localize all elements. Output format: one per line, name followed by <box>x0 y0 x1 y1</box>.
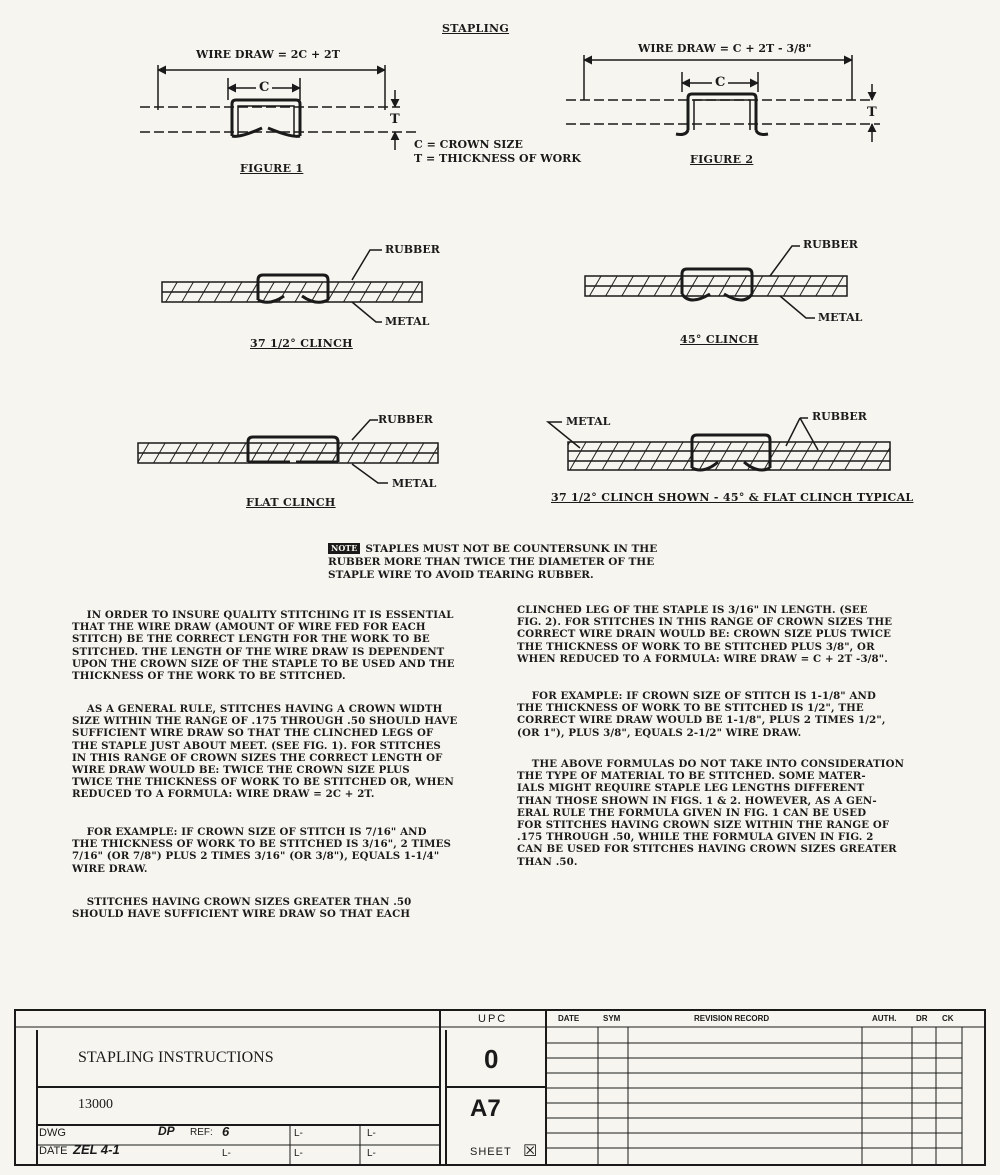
clinch-37-drawing <box>162 250 422 322</box>
note-block <box>328 543 657 582</box>
clinch-37-metal-label: METAL <box>385 315 430 328</box>
figure-1-thickness-label: T <box>390 112 400 127</box>
body-paragraph-1: IN ORDER TO INSURE QUALITY STITCHING IT IS ESSENTIAL THAT THE WIRE DRAW (AMOUNT OF WIRE FED FOR EACH STITCH) BE THE CORRECT LENGTH FOR THE WORK TO BE STITCHED. THE LENGTH OF THE WIRE DRAW IS DEPENDENT UPON THE CROWN SIZE OF THE STAPLE TO BE USED AND THE THICKNESS OF THE WORK TO BE STITCHED. <box>72 609 455 683</box>
typical-clinch-rubber-label: RUBBER <box>812 410 867 423</box>
body-paragraph-3: FOR EXAMPLE: IF CROWN SIZE OF STITCH IS 7/16" AND THE THICKNESS OF WORK TO BE STITCHED IS 3/16", 2 TIMES 7/16" (OR 7/8") PLUS 2 TIMES 3/16" (OR 3/8"), EQUALS 1-1/4" WIRE DRAW. <box>72 826 452 875</box>
figure-2-thickness-label: T <box>867 105 877 120</box>
ref-value: 6 <box>222 1124 230 1139</box>
flat-clinch-caption: FLAT CLINCH <box>246 496 336 509</box>
sheet-checkbox: ☒ <box>523 1143 538 1160</box>
clinch-45-caption: 45° CLINCH <box>680 333 759 346</box>
date-label: DATE <box>39 1145 68 1157</box>
clinch-37-rubber-label: RUBBER <box>385 243 440 256</box>
flat-clinch-drawing <box>138 420 438 483</box>
note-line-2: RUBBER MORE THAN TWICE THE DIAMETER OF THE <box>328 556 655 568</box>
drawn-by-initials: DP <box>158 1124 175 1138</box>
upc-value: 0 <box>484 1044 499 1074</box>
clinch-45-metal-label: METAL <box>818 311 863 324</box>
revision-dr-header: DR <box>916 1014 928 1023</box>
title-block-frame <box>15 1010 985 1166</box>
drawing-number: 13000 <box>78 1097 113 1112</box>
body-paragraph-5: CLINCHED LEG OF THE STAPLE IS 3/16" IN LENGTH. (SEE FIG. 2). FOR STITCHES IN THIS RANGE OF CROWN SIZES THE CORRECT WIRE DRAIN WOULD BE: CROWN SIZE PLUS TWICE THE THICKNESS OF WORK TO BE STITCHED PLUS 3/8", OR WHEN REDUCED TO A FORMULA: WIRE DRAW = C + 2T -3/8". <box>517 604 893 665</box>
figure-1-crown-label: C <box>256 80 272 95</box>
figure-2-drawing <box>566 55 880 142</box>
legend-crown: C = CROWN SIZE <box>414 138 523 151</box>
body-paragraph-2: AS A GENERAL RULE, STITCHES HAVING A CROWN WIDTH SIZE WITHIN THE RANGE OF .175 THROUGH .50 SHOULD HAVE SUFFICIENT WIRE DRAW SO THAT THE CLINCHED LEGS OF THE STAPLE JUST ABOUT MEET. (SEE FIG. 1). FOR STITCHES IN THIS RANGE OF CROWN SIZES THE CORRECT LENGTH OF WIRE DRAW WOULD BE: TWICE THE CROWN SIZE PLUS TWICE THE THICKNESS OF WORK TO BE STITCHED OR, WHEN REDUCED TO A FORMULA: WIRE DRAW = 2C + 2T. <box>72 703 458 801</box>
note-line-1: STAPLES MUST NOT BE COUNTERSUNK IN THE <box>365 543 658 555</box>
clinch-45-rubber-label: RUBBER <box>803 238 858 251</box>
page-title: STAPLING <box>442 22 510 35</box>
legend-thickness: T = THICKNESS OF WORK <box>414 152 581 165</box>
l-mark-2: L- <box>367 1128 376 1139</box>
revision-date-header: DATE <box>558 1014 580 1023</box>
l-mark-4: L- <box>294 1148 303 1159</box>
figure-1-wire-draw-label: WIRE DRAW = 2C + 2T <box>192 48 344 61</box>
figure-2-crown-label: C <box>712 75 728 90</box>
revision-record-header: REVISION RECORD <box>694 1014 770 1023</box>
handwritten-date: ZEL 4-1 <box>73 1142 120 1157</box>
drawing-title: STAPLING INSTRUCTIONS <box>78 1049 274 1066</box>
revision-ck-header: CK <box>942 1014 954 1023</box>
typical-clinch-caption: 37 1/2° CLINCH SHOWN - 45° & FLAT CLINCH TYPICAL <box>551 491 914 504</box>
clinch-45-drawing <box>585 246 847 318</box>
revision-auth-header: AUTH. <box>872 1014 897 1023</box>
ref-label: REF: <box>190 1127 213 1138</box>
body-paragraph-4: STITCHES HAVING CROWN SIZES GREATER THAN .50 SHOULD HAVE SUFFICIENT WIRE DRAW SO THAT EACH <box>72 896 412 921</box>
note-badge: NOTE <box>328 543 360 554</box>
l-mark-1: L- <box>294 1128 303 1139</box>
sheet-label: SHEET <box>470 1146 512 1158</box>
revision-sym-header: SYM <box>603 1014 621 1023</box>
clinch-37-caption: 37 1/2° CLINCH <box>250 337 353 350</box>
body-paragraph-6: FOR EXAMPLE: IF CROWN SIZE OF STITCH IS 1-1/8" AND THE THICKNESS OF WORK TO BE STITCHED IS 1/2", THE CORRECT WIRE DRAW WOULD BE 1-1/8", PLUS 2 TIMES 1/2", (OR 1"), PLUS 3/8", EQUALS 2-1/2" WIRE DRAW. <box>517 690 886 739</box>
upc-label: UPC <box>478 1013 508 1025</box>
figure-1-drawing <box>140 65 420 150</box>
dwg-label: DWG <box>39 1127 66 1139</box>
body-paragraph-7: THE ABOVE FORMULAS DO NOT TAKE INTO CONSIDERATION THE TYPE OF MATERIAL TO BE STITCHED. SOME MATER- IALS MIGHT REQUIRE STAPLE LEG LENGTHS DIFFERENT THAN THOSE SHOWN IN FIGS. 1 & 2. HOWEVER, AS A GEN- ERAL RULE THE FORMULA GIVEN IN FIG. 1 CAN BE USED FOR STITCHES HAVING CROWN SIZE WITHIN THE RANGE OF .175 THROUGH .50, WHILE THE FORMULA GIVEN IN FIG. 2 CAN BE USED FOR STITCHES HAVING CROWN SIZES GREATER THAN .50. <box>517 758 905 868</box>
sheet-number: A7 <box>470 1095 501 1122</box>
flat-clinch-metal-label: METAL <box>392 477 437 490</box>
flat-clinch-rubber-label: RUBBER <box>378 413 433 426</box>
figure-1-caption: FIGURE 1 <box>240 162 304 175</box>
figure-2-wire-draw-label: WIRE DRAW = C + 2T - 3/8" <box>634 42 816 55</box>
typical-clinch-metal-label: METAL <box>566 415 611 428</box>
l-mark-5: L- <box>367 1148 376 1159</box>
note-line-3: STAPLE WIRE TO AVOID TEARING RUBBER. <box>328 569 594 581</box>
figure-2-caption: FIGURE 2 <box>690 153 754 166</box>
l-mark-3: L- <box>222 1148 231 1159</box>
